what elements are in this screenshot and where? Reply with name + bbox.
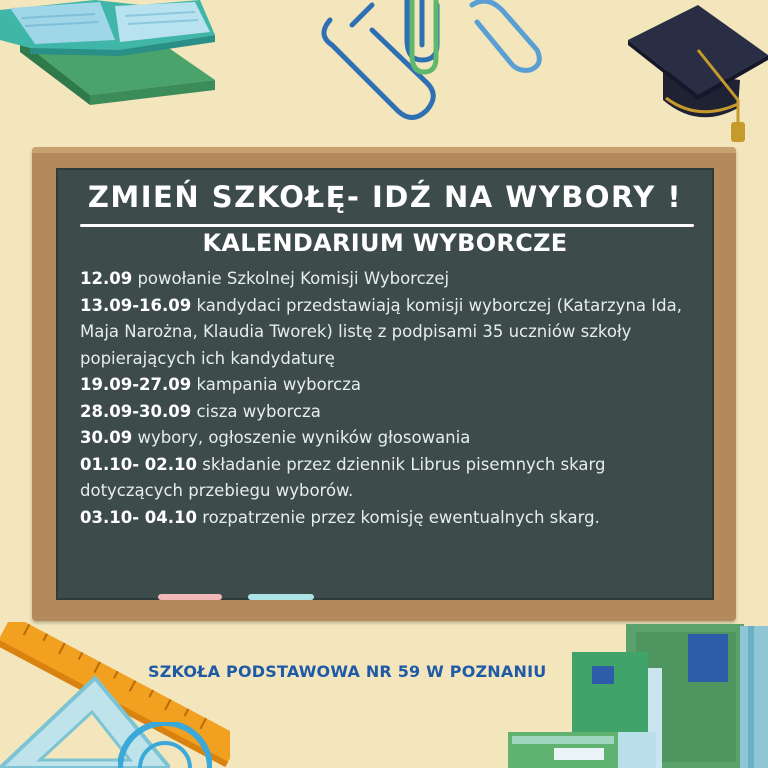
calendar-heading: KALENDARIUM WYBORCZE	[202, 229, 568, 257]
entry-date: 19.09-27.09	[80, 375, 192, 394]
entry-date: 28.09-30.09	[80, 401, 192, 421]
chalk-icon	[158, 594, 222, 600]
protractor-icon	[118, 722, 212, 768]
page-title: ZMIEŃ SZKOŁĘ- IDŹ NA WYBORY !	[87, 180, 683, 214]
title-underline	[80, 224, 694, 227]
school-name: SZKOŁA PODSTAWOWA NR 59 W POZNANIU	[148, 662, 547, 681]
entry-text: kampania wyborcza	[196, 375, 362, 394]
list-item	[80, 372, 700, 399]
entry-text: cisza wyborcza	[196, 401, 321, 421]
entry-text: składanie przez dziennik Librus pisemnych skarg dotyczących przebiegu wyborów.	[80, 454, 606, 500]
calendar-list	[80, 266, 700, 531]
entry-date: 30.09	[80, 428, 133, 447]
entry-text: kandydaci przedstawiają komisji wyborczej (Katarzyna Ida, Maja Narożna, Klaudia Tworek) listę z podpisami 35 uczniów szkoły popierających ich kandydaturę	[80, 295, 682, 368]
list-item	[80, 399, 700, 426]
entry-text: rozpatrzenie przez komisję ewentualnych skarg.	[202, 507, 600, 527]
list-item	[80, 293, 700, 373]
chalk-icon	[248, 594, 314, 600]
entry-text: wybory, ogłoszenie wyników głosowania	[137, 428, 471, 447]
graduation-cap-icon	[618, 0, 768, 150]
list-item	[80, 505, 700, 532]
book-stack-icon	[508, 624, 768, 768]
entry-date: 13.09-16.09	[80, 295, 192, 315]
open-book-icon	[0, 0, 230, 110]
list-item	[80, 452, 700, 505]
paperclip-icon	[312, 0, 542, 135]
entry-date: 03.10- 04.10	[80, 507, 197, 527]
list-item	[80, 266, 700, 293]
entry-date: 01.10- 02.10	[80, 454, 197, 474]
entry-date: 12.09	[80, 269, 133, 288]
list-item	[80, 425, 700, 452]
entry-text: powołanie Szkolnej Komisji Wyborczej	[137, 269, 450, 288]
